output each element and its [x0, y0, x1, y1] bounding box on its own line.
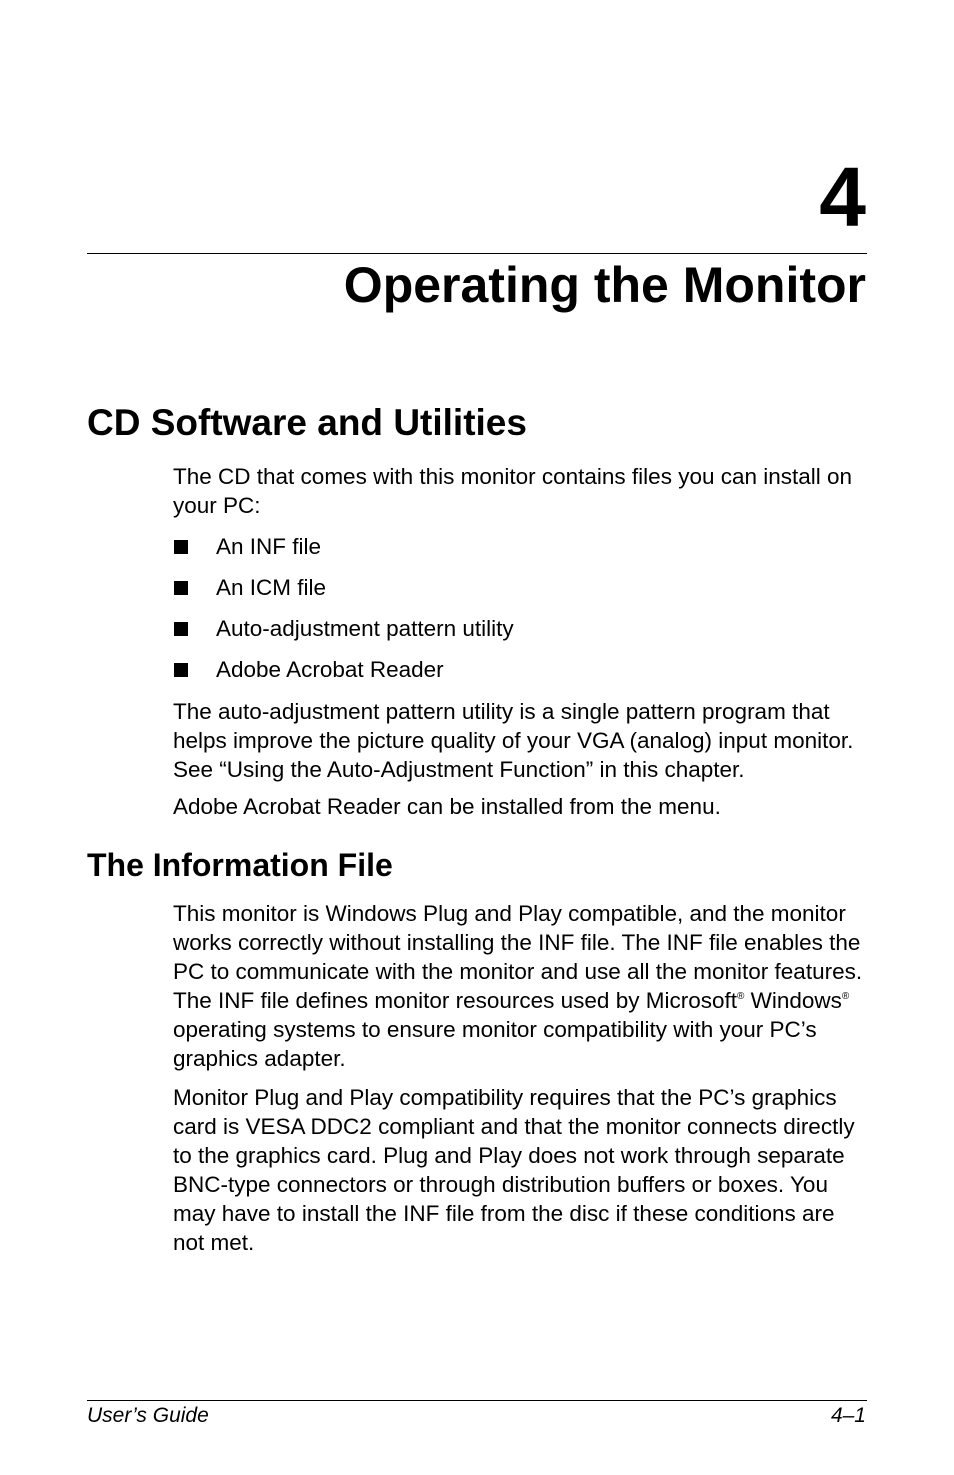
chapter-number: 4	[819, 150, 866, 244]
bullet-square-icon	[174, 622, 188, 636]
footer-divider	[87, 1400, 867, 1401]
section-heading-information-file: The Information File	[87, 847, 393, 883]
registered-trademark-mark: ®	[841, 991, 850, 1002]
bullet-square-icon	[174, 581, 188, 595]
acrobat-text: Adobe Acrobat Reader can be installed from the menu.	[173, 794, 721, 819]
list-item	[173, 573, 865, 614]
list-item	[173, 614, 865, 655]
information-file-paragraph-1	[173, 899, 865, 1073]
chapter-divider	[87, 253, 867, 254]
list-item-text: Auto-adjustment pattern utility	[216, 616, 514, 641]
list-item	[173, 655, 865, 696]
information-file-text-1	[173, 899, 865, 1073]
list-item-text: Adobe Acrobat Reader	[216, 657, 444, 682]
info-text-part-3: operating systems to ensure monitor compatibility with your PC’s graphics adapter.	[173, 1017, 817, 1071]
cd-intro-paragraph	[173, 462, 865, 520]
footer-page-number: 4–1	[830, 1404, 866, 1427]
chapter-title: Operating the Monitor	[343, 257, 866, 313]
footer-guide-title: User’s Guide	[87, 1404, 209, 1427]
list-item-text: An INF file	[216, 534, 322, 559]
pattern-utility-text: The auto-adjustment pattern utility is a single pattern program that helps improve the picture quality of your VGA (analog) input monitor. See “Using the Auto-Adjustment Function” in this chapter.	[173, 699, 854, 782]
cd-contents-list	[173, 532, 865, 696]
info-text-part-2: Windows	[744, 988, 842, 1013]
cd-intro-text: The CD that comes with this monitor contains files you can install on your PC:	[173, 464, 853, 518]
acrobat-paragraph	[173, 792, 865, 821]
registered-trademark-mark: ®	[736, 991, 745, 1002]
list-item	[173, 532, 865, 573]
section-heading-cd-software: CD Software and Utilities	[87, 402, 527, 443]
pattern-utility-paragraph	[173, 697, 865, 784]
bullet-square-icon	[174, 663, 188, 677]
list-item-text: An ICM file	[216, 575, 327, 600]
information-file-text-2: Monitor Plug and Play compatibility requires that the PC’s graphics card is VESA DDC2 compliant and that the monitor connects directly to the graphics card. Plug and Play does not work through separate BNC-type connectors or through distribution buffers or boxes. You may have to install the INF file from the disc if these conditions are not met.	[173, 1085, 855, 1255]
information-file-paragraph-2	[173, 1083, 865, 1257]
info-text-part-1: This monitor is Windows Plug and Play compatible, and the monitor works correctly without installing the INF file. The INF file enables the PC to communicate with the monitor and use all the monitor features. The INF file defines monitor resources used by Microsoft	[173, 901, 863, 1013]
bullet-square-icon	[174, 540, 188, 554]
